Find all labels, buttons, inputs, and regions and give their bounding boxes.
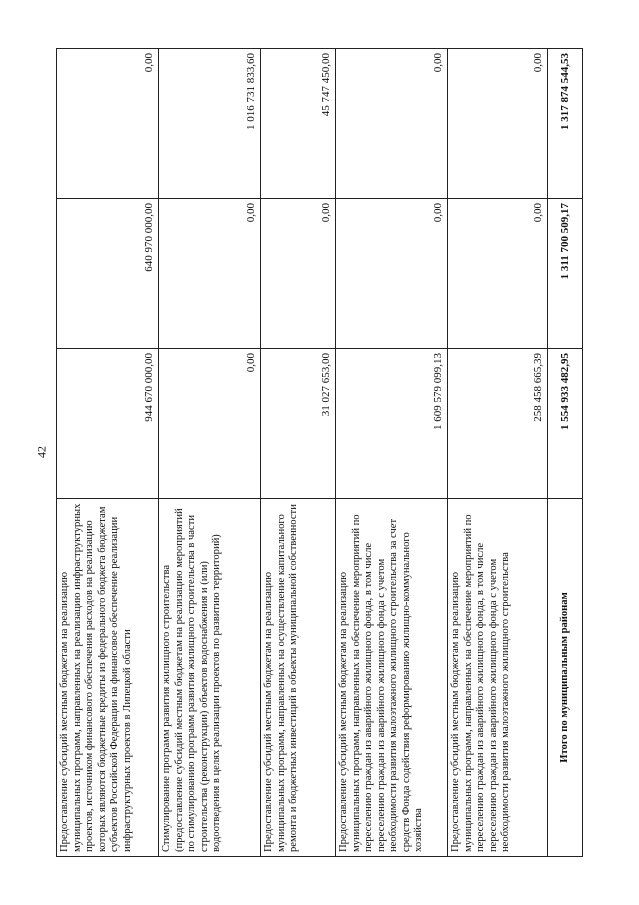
row-value-2: 0,00	[261, 199, 336, 349]
row-value-1: 31 027 653,00	[261, 349, 336, 499]
row-description: Предоставление субсидий местным бюджетам на реализацию муниципальных программ, направленных на осуществление капитального ремонта и бюджетных инвестиций в объекты муниципальной собственности	[261, 499, 336, 857]
total-row	[548, 49, 583, 857]
page-number: 42	[34, 446, 49, 458]
row-description: Предоставление субсидий местным бюджетам на реализацию муниципальных программ, направленных на реализацию инфраструктурных проектов, источником финансового обеспечения расходов на реализацию которых являются бюджетные кредиты из федерального бюджета бюджетам субъектов Российской Федерации на финансовое обеспечение реализации инфраструктурных проектов в Липецкой области	[57, 499, 159, 857]
table-row	[336, 49, 448, 857]
table-row	[57, 49, 159, 857]
row-description: Предоставление субсидий местным бюджетам на реализацию муниципальных программ, направленных на обеспечение мероприятий по переселению граждан из аварийного жилищного фонда, в том числе переселению граждан из аварийного жилищного фонда с учетом необходимости развития малоэтажного жилищного строительства	[448, 499, 548, 857]
row-value-3: 0,00	[336, 49, 448, 199]
total-value-3: 1 317 874 544,53	[548, 49, 583, 199]
row-value-2: 0,00	[448, 199, 548, 349]
row-value-1: 1 609 579 099,13	[336, 349, 448, 499]
total-value-1: 1 554 933 482,95	[548, 349, 583, 499]
row-value-2: 640 970 000,00	[57, 199, 159, 349]
row-value-2: 0,00	[336, 199, 448, 349]
row-value-1: 0,00	[159, 349, 261, 499]
total-label: Итого по муниципальным районам	[548, 499, 583, 857]
row-value-3: 1 016 731 833,60	[159, 49, 261, 199]
table-row	[261, 49, 336, 857]
budget-table	[56, 48, 583, 857]
row-value-3: 0,00	[57, 49, 159, 199]
table-row	[159, 49, 261, 857]
rotated-sheet	[56, 49, 582, 857]
row-value-1: 258 458 665,39	[448, 349, 548, 499]
row-value-1: 944 670 000,00	[57, 349, 159, 499]
total-value-2: 1 311 700 509,17	[548, 199, 583, 349]
row-value-3: 45 747 450,00	[261, 49, 336, 199]
table-row	[448, 49, 548, 857]
row-description: Стимулирование программ развития жилищного строительства (предоставление субсидий местным бюджетам на реализацию мероприятий по стимулированию программ развития жилищного строительства в части строительства (реконструкции) объектов водоснабжения и (или) водоотведения в целях реализации проектов по развитию территорий)	[159, 499, 261, 857]
row-description: Предоставление субсидий местным бюджетам на реализацию муниципальных программ, направленных на обеспечение мероприятий по переселению граждан из аварийного жилищного фонда, в том числе переселению граждан из аварийного жилищного фонда с учетом необходимости развития малоэтажного жилищного строительства за счет средств Фонда содействия реформированию жилищно-коммунального хозяйства	[336, 499, 448, 857]
row-value-3: 0,00	[448, 49, 548, 199]
row-value-2: 0,00	[159, 199, 261, 349]
